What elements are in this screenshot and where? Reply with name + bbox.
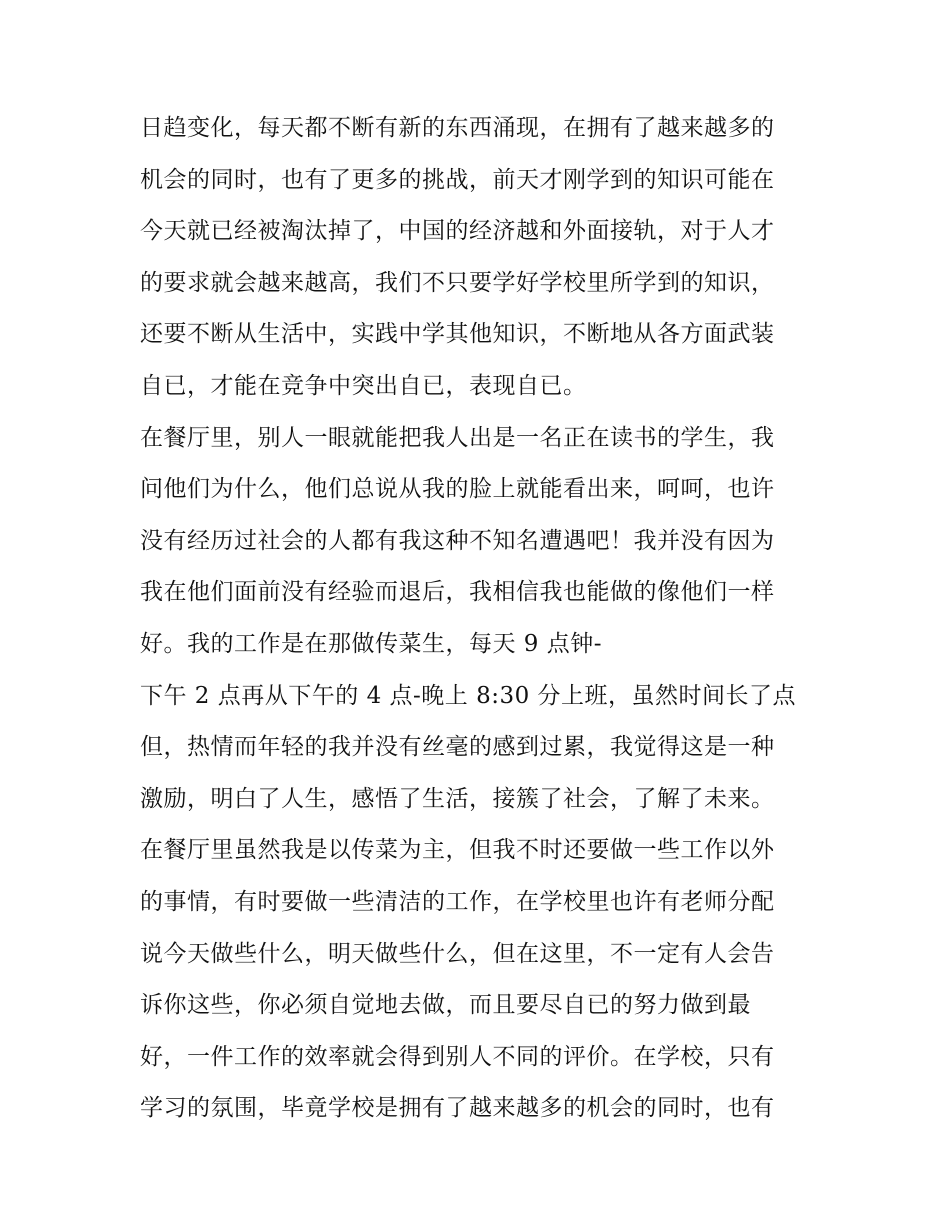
text-line-6: 自已，才能在竞争中突出自已，表现自已。 bbox=[140, 372, 587, 399]
body-text bbox=[140, 103, 830, 1135]
text-line-18: 诉你这些，你必须自觉地去做，而且要尽自已的努力做到最 bbox=[140, 992, 751, 1019]
text-line-9: 没有经历过社会的人都有我这种不知名遭遇吧！我并没有因为 bbox=[140, 527, 775, 554]
text-line-3: 今天就已经被淘汰掉了，中国的经济越和外面接轨，对于人才 bbox=[140, 218, 775, 245]
text-line-15: 在餐厅里虽然我是以传菜为主，但我不时还要做一些工作以外 bbox=[140, 837, 775, 864]
text-line-10: 我在他们面前没有经验而退后，我相信我也能做的像他们一样 bbox=[140, 579, 775, 606]
text-line-13: 但，热情而年轻的我并没有丝毫的感到过累，我觉得这是一种 bbox=[140, 734, 775, 761]
text-line-12: 下午 2 点再从下午的 4 点-晚上 8:30 分上班，虽然时间长了点 bbox=[140, 682, 797, 709]
text-line-11: 好。我的工作是在那做传菜生，每天 9 点钟- bbox=[140, 630, 603, 657]
text-line-19: 好，一件工作的效率就会得到别人不同的评价。在学校，只有 bbox=[140, 1043, 775, 1070]
text-line-20: 学习的氛围，毕竟学校是拥有了越来越多的机会的同时，也有 bbox=[140, 1095, 775, 1122]
text-line-8: 问他们为什么，他们总说从我的脸上就能看出来，呵呵，也许 bbox=[140, 476, 775, 503]
text-line-14: 激励，明白了人生，感悟了生活，接簇了社会，了解了未来。 bbox=[140, 785, 775, 812]
text-line-5: 还要不断从生活中，实践中学其他知识，不断地从各方面武装 bbox=[140, 321, 775, 348]
text-line-7: 在餐厅里，别人一眼就能把我人出是一名正在读书的学生，我 bbox=[140, 424, 775, 451]
text-line-17: 说今天做些什么，明天做些什么，但在这里，不一定有人会告 bbox=[140, 940, 775, 967]
text-line-1: 日趋变化，每天都不断有新的东西涌现，在拥有了越来越多的 bbox=[140, 115, 775, 141]
text-line-4: 的要求就会越来越高，我们不只要学好学校里所学到的知识， bbox=[140, 269, 775, 296]
text-line-2: 机会的同时，也有了更多的挑战，前天才刚学到的知识可能在 bbox=[140, 166, 775, 193]
text-line-16: 的事情，有时要做一些清洁的工作，在学校里也许有老师分配 bbox=[140, 888, 775, 915]
